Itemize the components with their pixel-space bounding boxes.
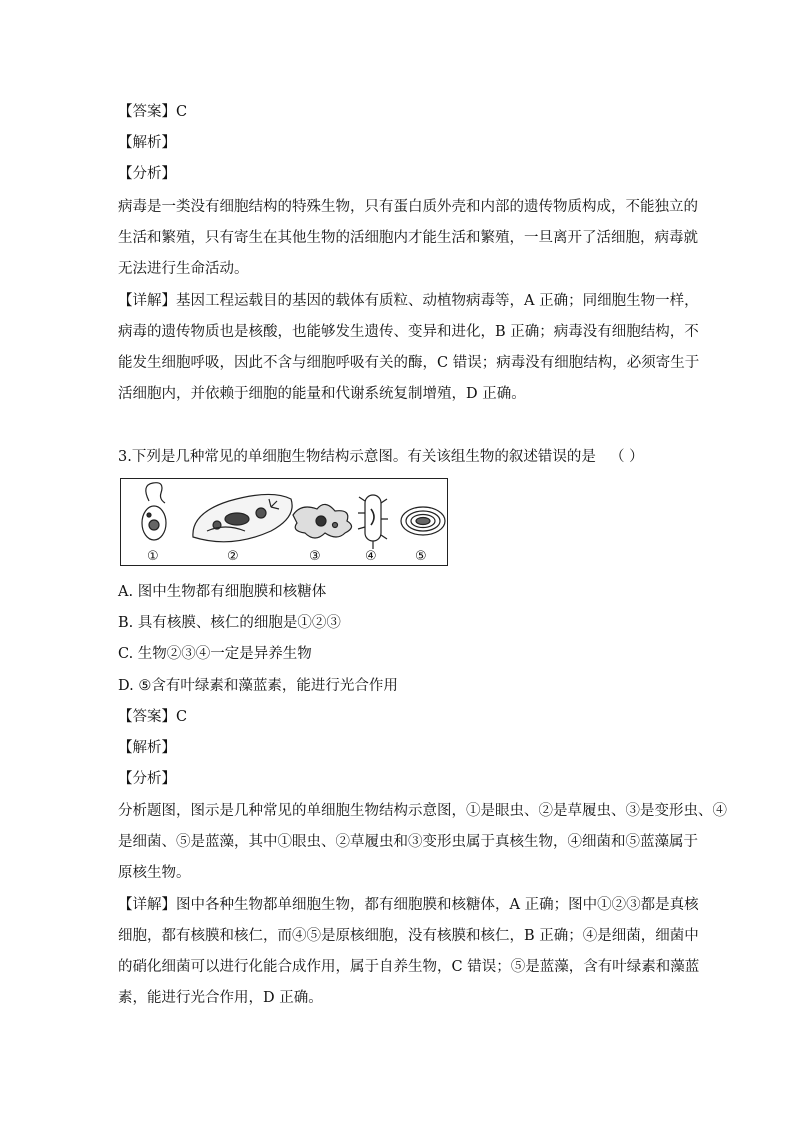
q2-detail-line: 【详解】基因工程运载目的基因的载体有质粒、动植物病毒等，A 正确；同细胞生物一样，: [118, 293, 699, 309]
q3-option-c: C. 生物②③④一定是异养生物: [118, 646, 312, 662]
q2-detail-line: 病毒的遗传物质也是核酸，也能够发生遗传、变异和进化，B 正确；病毒没有细胞结构，不: [118, 324, 699, 340]
q3-fenxi-line: 分析题图，图示是几种常见的单细胞生物结构示意图，①是眼虫、②是草履虫、③是变形虫、④: [118, 803, 727, 819]
q3-answer-bracket: （ ）: [610, 449, 644, 465]
q3-option-d: D. ⑤含有叶绿素和藻蓝素，能进行光合作用: [118, 678, 398, 694]
q2-analysis-heading: 【解析】: [118, 135, 176, 151]
q2-answer: 【答案】C: [118, 104, 188, 120]
figure-label-4: ④: [365, 549, 377, 564]
amoeba-drawing: [293, 504, 352, 538]
q2-fenxi-heading: 【分析】: [118, 166, 176, 182]
q2-fenxi-line: 无法进行生命活动。: [118, 261, 249, 277]
q3-fenxi-line: 原核生物。: [118, 865, 191, 881]
figure-label-1: ①: [147, 549, 159, 564]
euglena-drawing: [142, 483, 166, 540]
cell-diagram-figure: [120, 478, 448, 566]
bacterium-drawing: [358, 495, 388, 549]
figure-label-2: ②: [227, 549, 239, 564]
q3-option-b: B. 具有核膜、核仁的细胞是①②③: [118, 615, 341, 631]
q3-detail-line: 的硝化细菌可以进行化能合成作用，属于自养生物，C 错误；⑤是蓝藻，含有叶绿素和藻蓝: [118, 959, 700, 975]
q3-detail-line: 细胞，都有核膜和核仁，而④⑤是原核细胞，没有核膜和核仁，B 正确；④是细菌，细菌中: [118, 928, 699, 944]
q3-detail-line: 【详解】图中各种生物都单细胞生物，都有细胞膜和核糖体，A 正确；图中①②③都是真核: [118, 897, 699, 913]
q2-detail-line: 能发生细胞呼吸，因此不含与细胞呼吸有关的酶，C 错误；病毒没有细胞结构，必须寄生于: [118, 355, 700, 371]
q3-analysis-heading: 【解析】: [118, 740, 176, 756]
paramecium-drawing: [193, 494, 292, 541]
q2-fenxi-line: 病毒是一类没有细胞结构的特殊生物，只有蛋白质外壳和内部的遗传物质构成，不能独立的: [118, 199, 698, 215]
figure-label-5: ⑤: [415, 549, 427, 564]
figure-label-3: ③: [309, 549, 321, 564]
q3-fenxi-line: 是细菌、⑤是蓝藻，其中①眼虫、②草履虫和③变形虫属于真核生物，④细菌和⑤蓝藻属于: [118, 834, 698, 850]
q2-detail-line: 活细胞内，并依赖于细胞的能量和代谢系统复制增殖，D 正确。: [118, 386, 526, 402]
q3-option-a: A. 图中生物都有细胞膜和核糖体: [118, 584, 327, 600]
q3-detail-line: 素，能进行光合作用，D 正确。: [118, 990, 323, 1006]
q2-fenxi-line: 生活和繁殖，只有寄生在其他生物的活细胞内才能生活和繁殖，一旦离开了活细胞，病毒就: [118, 230, 698, 246]
cell-diagram-svg: [121, 479, 449, 567]
q3-stem: 3.下列是几种常见的单细胞生物结构示意图。有关该组生物的叙述错误的是: [118, 449, 596, 465]
q3-answer: 【答案】C: [118, 709, 188, 725]
cyanobacterium-drawing: [401, 507, 445, 535]
q3-fenxi-heading: 【分析】: [118, 771, 176, 787]
